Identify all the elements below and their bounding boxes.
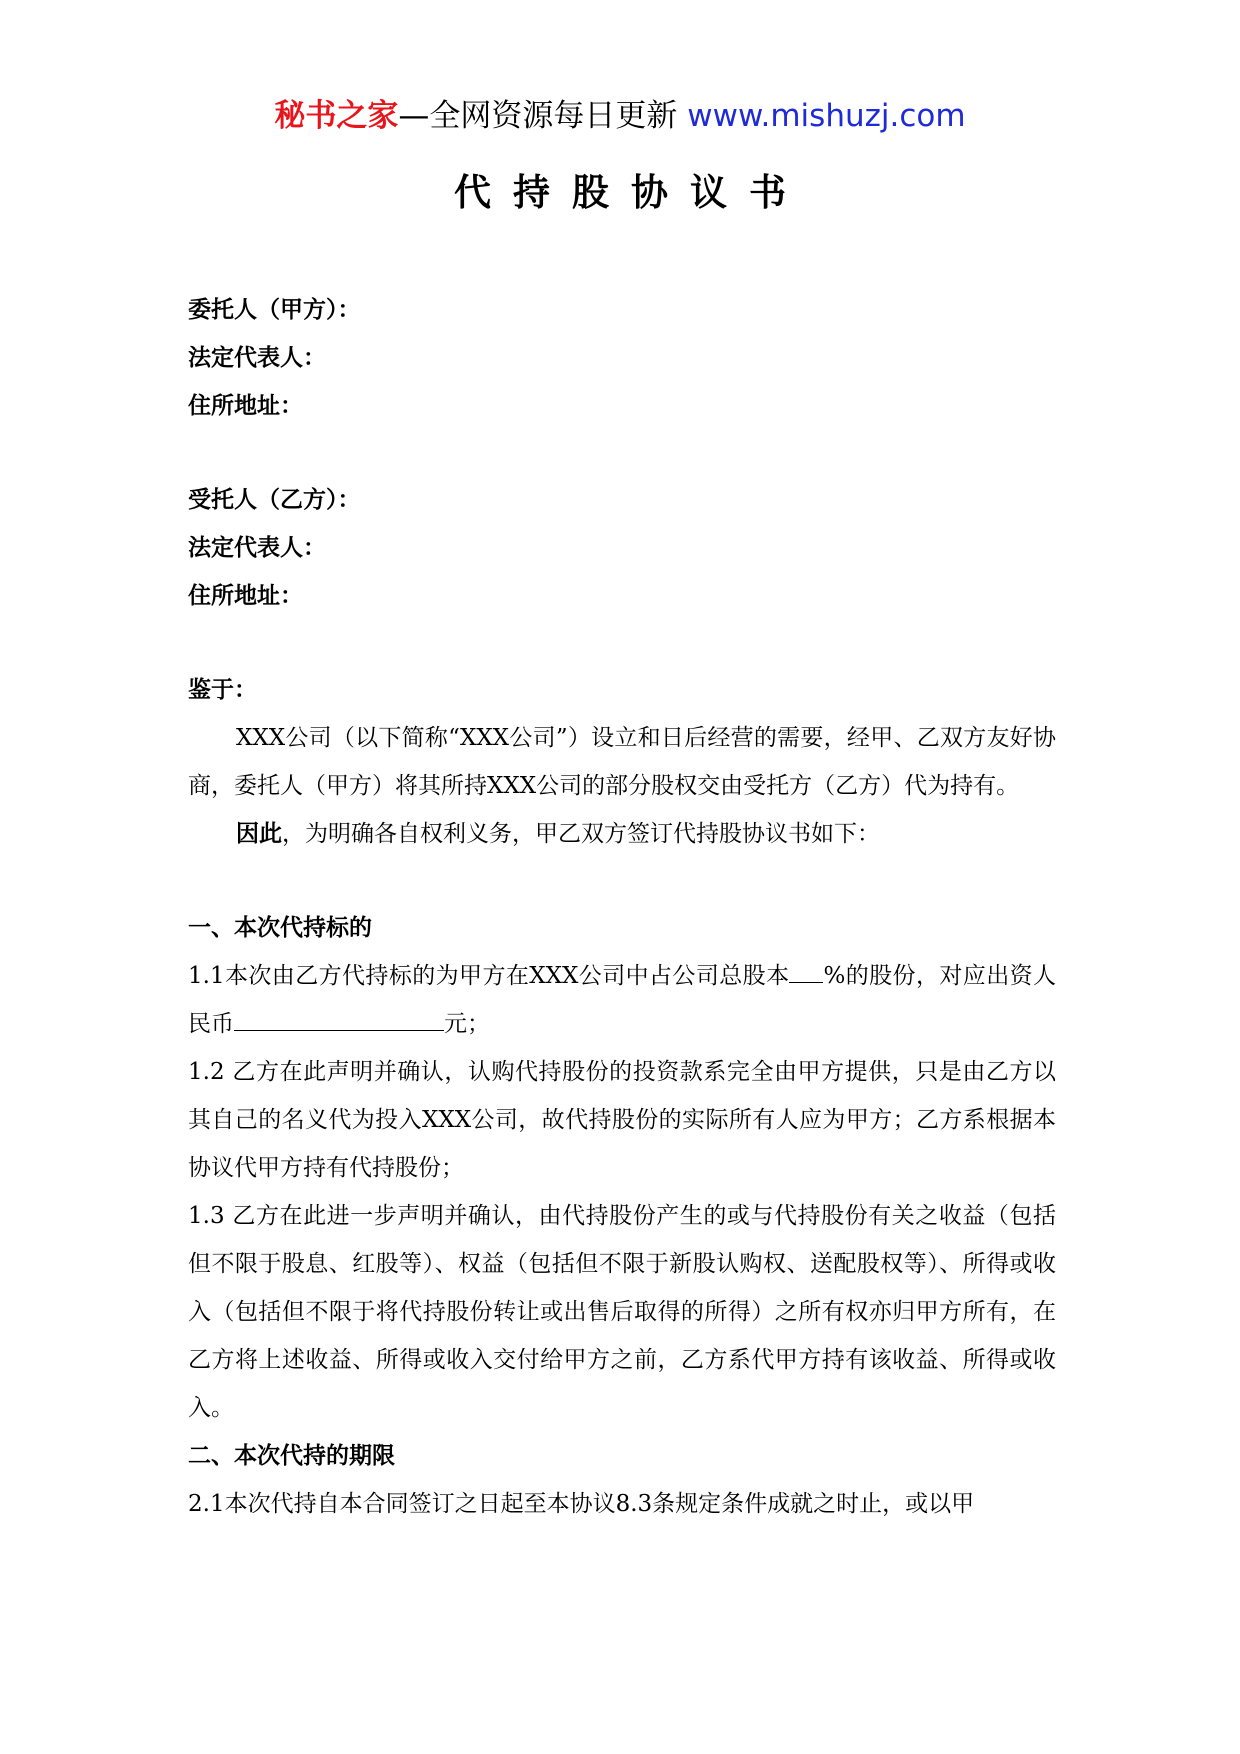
section-1-heading: 一、本次代持标的 [188, 915, 372, 941]
party-a-legal-rep-label: 法定代表人： [188, 345, 326, 371]
party-b-address-label: 住所地址： [188, 583, 303, 609]
document-body [188, 286, 1056, 1528]
section-2-heading: 二、本次代持的期限 [188, 1443, 395, 1469]
amount-blank [234, 1006, 444, 1031]
clause-1-2: 1.2 乙方在此声明并确认，认购代持股份的投资款系完全由甲方提供，只是由乙方以其自己的名义代为投入XXX公司，故代持股份的实际所有人应为甲方；乙方系根据本协议代甲方持有代持股份； [188, 1059, 1056, 1181]
spacer [188, 430, 1056, 476]
clause-2-1: 2.1本次代持自本合同签订之日起至本协议8.3条规定条件成就之时止，或以甲 [188, 1491, 975, 1517]
clause-1-1-text-c: 元； [444, 1011, 490, 1037]
party-b-legal-rep-label: 法定代表人： [188, 535, 326, 561]
whereas-heading: 鉴于： [188, 677, 257, 703]
spacer [188, 620, 1056, 666]
document-title: 代持股协议书 [454, 171, 808, 214]
therefore-text: ，为明确各自权利义务，甲乙双方签订代持股协议书如下： [282, 821, 880, 847]
site-header [0, 96, 1240, 136]
spacer [188, 858, 1056, 904]
therefore-paragraph [188, 810, 1056, 858]
percentage-blank [789, 958, 823, 983]
therefore-bold: 因此 [236, 821, 282, 847]
clause-1-1-text-b: %的股份，对应出资人民币 [188, 963, 1057, 1037]
party-a-address-label: 住所地址： [188, 393, 303, 419]
party-b-trustee-label: 受托人（乙方）： [188, 487, 361, 513]
whereas-paragraph: XXX公司（以下简称“XXX公司”）设立和日后经营的需要，经甲、乙双方友好协商，委托人（甲方）将其所持XXX公司的部分股权交由受托方（乙方）代为持有。 [188, 725, 1056, 799]
site-url-link[interactable]: www.mishuzj.com [687, 98, 966, 134]
clause-1-1-text-a: 1.1本次由乙方代持标的为甲方在XXX公司中占公司总股本 [188, 963, 790, 989]
party-a-client-label: 委托人（甲方）： [188, 297, 361, 323]
clause-1-3: 1.3 乙方在此进一步声明并确认，由代持股份产生的或与代持股份有关之收益（包括但不限于股息、红股等）、权益（包括但不限于新股认购权、送配股权等）、所得或收入（包括但不限于将代持股份转让或出售后取得的所得）之所有权亦归甲方所有，在乙方将上述收益、所得或收入交付给甲方之前，乙方系代甲方持有该收益、所得或收入。 [188, 1203, 1056, 1421]
brand-name: 秘书之家 [274, 98, 399, 134]
site-slogan: —全网资源每日更新 [398, 98, 688, 134]
clause-1-1 [188, 952, 1056, 1048]
